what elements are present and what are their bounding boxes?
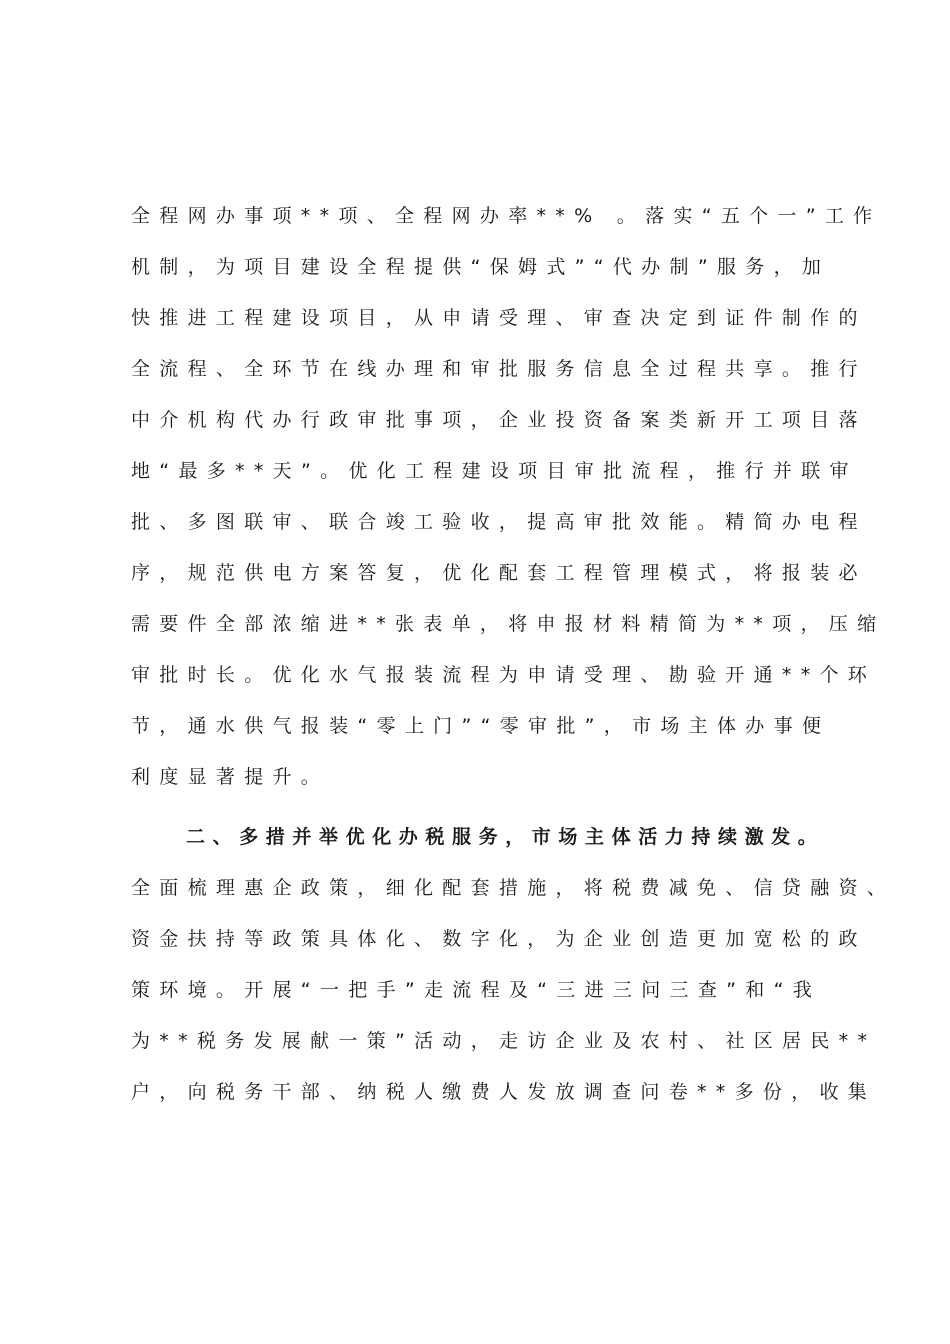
paragraph-line: 审批时长。优化水气报装流程为申请受理、勘验开通**个环 [131, 664, 877, 686]
paragraph-line: 资金扶持等政策具体化、数字化，为企业创造更加宽松的政 [131, 928, 867, 950]
paragraph-line: 需要件全部浓缩进**张表单，将申报材料精简为**项，压缩 [131, 613, 886, 635]
paragraph-line: 全程网办事项**项、全程网办率**% 。落实“五个一”工作 [131, 205, 882, 227]
paragraph-line: 全流程、全环节在线办理和审批服务信息全过程共享。推行 [131, 358, 867, 380]
paragraph-line: 利度显著提升。 [131, 766, 330, 788]
paragraph-line: 机制，为项目建设全程提供“保姆式”“代办制”服务，加 [131, 256, 831, 278]
paragraph-line: 节，通水供气报装“零上门”“零审批”，市场主体办事便 [131, 715, 831, 737]
section-heading: 二、多措并举优化办税服务，市场主体活力持续激发。 [186, 826, 825, 848]
paragraph-line: 快推进工程建设项目，从申请受理、审查决定到证件制作的 [131, 307, 867, 329]
paragraph-line: 地“最多**天”。优化工程建设项目审批流程，推行并联审 [131, 460, 858, 482]
paragraph-line: 序，规范供电方案答复，优化配套工程管理模式，将报装必 [131, 562, 867, 584]
paragraph-2 [131, 873, 896, 1128]
paragraph-line: 全面梳理惠企政策，细化配套措施，将税费减免、信贷融资、 [131, 877, 896, 899]
paragraph-line: 中介机构代办行政审批事项，企业投资备案类新开工项目落 [131, 409, 867, 431]
paragraph-line: 户，向税务干部、纳税人缴费人发放调查问卷**多份，收集 [131, 1081, 877, 1103]
paragraph-line: 批、多图联审、联合竣工验收，提高审批效能。精简办电程 [131, 511, 867, 533]
paragraph-line: 为**税务发展献一策”活动，走访企业及农村、社区居民** [131, 1030, 877, 1052]
paragraph-1 [131, 201, 886, 813]
paragraph-line: 策环境。开展“一把手”走流程及“三进三问三查”和“我 [131, 979, 822, 1001]
